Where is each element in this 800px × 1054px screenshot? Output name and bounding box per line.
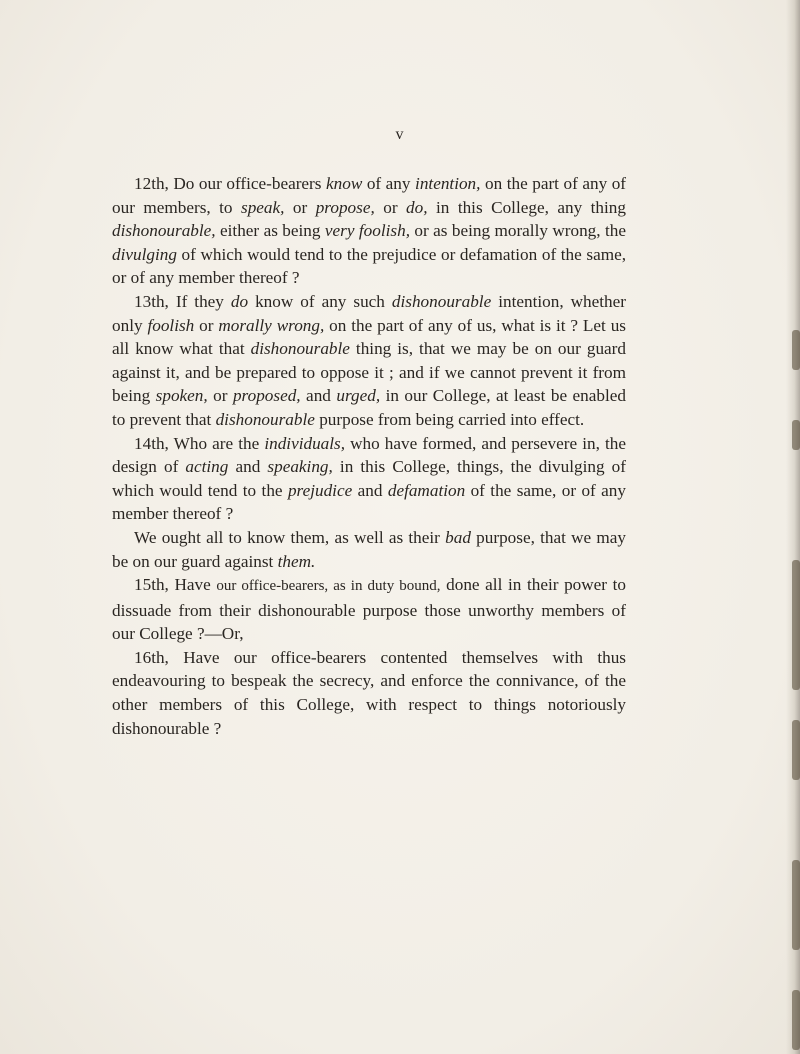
edge-stain [792,560,800,690]
text-run: or [374,197,407,217]
text-run: in this College, any thing [427,197,626,217]
italic-text: foolish [147,315,195,335]
italic-text: proposed, [232,386,301,406]
italic-text: speaking, [267,457,333,477]
paragraph-p12 [112,172,626,290]
body-text [112,172,626,740]
text-run: and [352,480,388,500]
paragraph-p13 [112,290,626,432]
italic-text: dishonourable [250,339,350,359]
paragraph-p16 [112,646,626,740]
edge-stain [792,420,800,450]
italic-text: them. [277,551,316,571]
page-number: v [395,126,405,143]
text-run: purpose, that we may be on our guard against [112,527,626,571]
text-run: either as being [215,221,325,241]
italic-text: bad [445,527,471,547]
italic-text: very foolish, [324,221,410,241]
text-run: of which would tend to the prejudice or defamation of the same, or of any member thereof ? [112,244,626,288]
text-run: and [228,457,268,477]
text-run: intention, whether only [112,291,626,335]
text-run: We ought all to know them, as well as their [134,527,446,547]
italic-text: propose, [315,197,375,217]
edge-stain [792,860,800,950]
text-run: or [207,386,233,406]
italic-text: morally wrong, [218,315,325,335]
text-run: 12th, Do our office-bearers [134,174,327,193]
italic-text: intention, [415,174,481,193]
text-run: or as being morally wrong, the [410,221,626,241]
italic-text: acting [185,457,229,477]
italic-text: dishonourable [391,291,492,311]
italic-text: spoken, [155,386,208,406]
italic-text: defamation [387,480,466,500]
italic-text: individuals, [264,433,346,453]
italic-text: dishonourable, [112,221,216,241]
text-run: 16th, Have our office-bearers contented themselves with thus endeavouring to bespeak the secrecy, and enforce the connivance, of the other members of this College, with respect to things notoriously dishonourable ? [112,647,626,738]
text-run: know of any such [248,291,392,311]
small-text: our office-bearers, as in duty bound, [216,578,441,595]
italic-text: know [326,174,363,193]
text-run: done all in their power to dissuade from their dishonourable purpose those unworthy members of our College ?—Or, [112,575,626,644]
italic-text: prejudice [287,480,353,500]
italic-text: divulging [112,244,177,264]
text-run: 13th, If they [134,291,231,311]
text-run: thing is, that we may be on our guard against it, and be prepared to oppose it ; and if we cannot prevent it from being [112,339,626,406]
paragraph-p14 [112,432,626,526]
text-run: 14th, Who are the [134,433,265,453]
text-run: or [194,315,219,335]
text-run: or [284,197,316,217]
paragraph-p15 [112,573,626,646]
edge-stain [792,330,800,370]
italic-text: do [230,291,249,311]
paragraph-p14b [112,526,626,573]
text-run: and [300,386,337,406]
text-run: on the part of any of us, what is it ? Let us all know what that [112,315,626,359]
text-run: of the same, or of any member thereof ? [112,480,626,524]
italic-text: dishonourable [215,409,315,429]
text-run: in our College, at least be enabled to prevent that [112,386,626,429]
edge-stain [792,990,800,1050]
italic-text: do, [406,197,428,217]
italic-text: urged, [336,386,381,406]
text-run: purpose from being carried into effect. [314,409,585,429]
italic-text: speak, [241,197,285,217]
text-run: on the part of any of our members, to [112,174,627,217]
text-run: who have formed, and persevere in, the design of [112,433,626,477]
text-run: 15th, Have [134,575,217,595]
text-run: in this College, things, the divulging of which would tend to the [112,457,626,500]
edge-stain [792,720,800,780]
text-run: of any [362,174,416,193]
